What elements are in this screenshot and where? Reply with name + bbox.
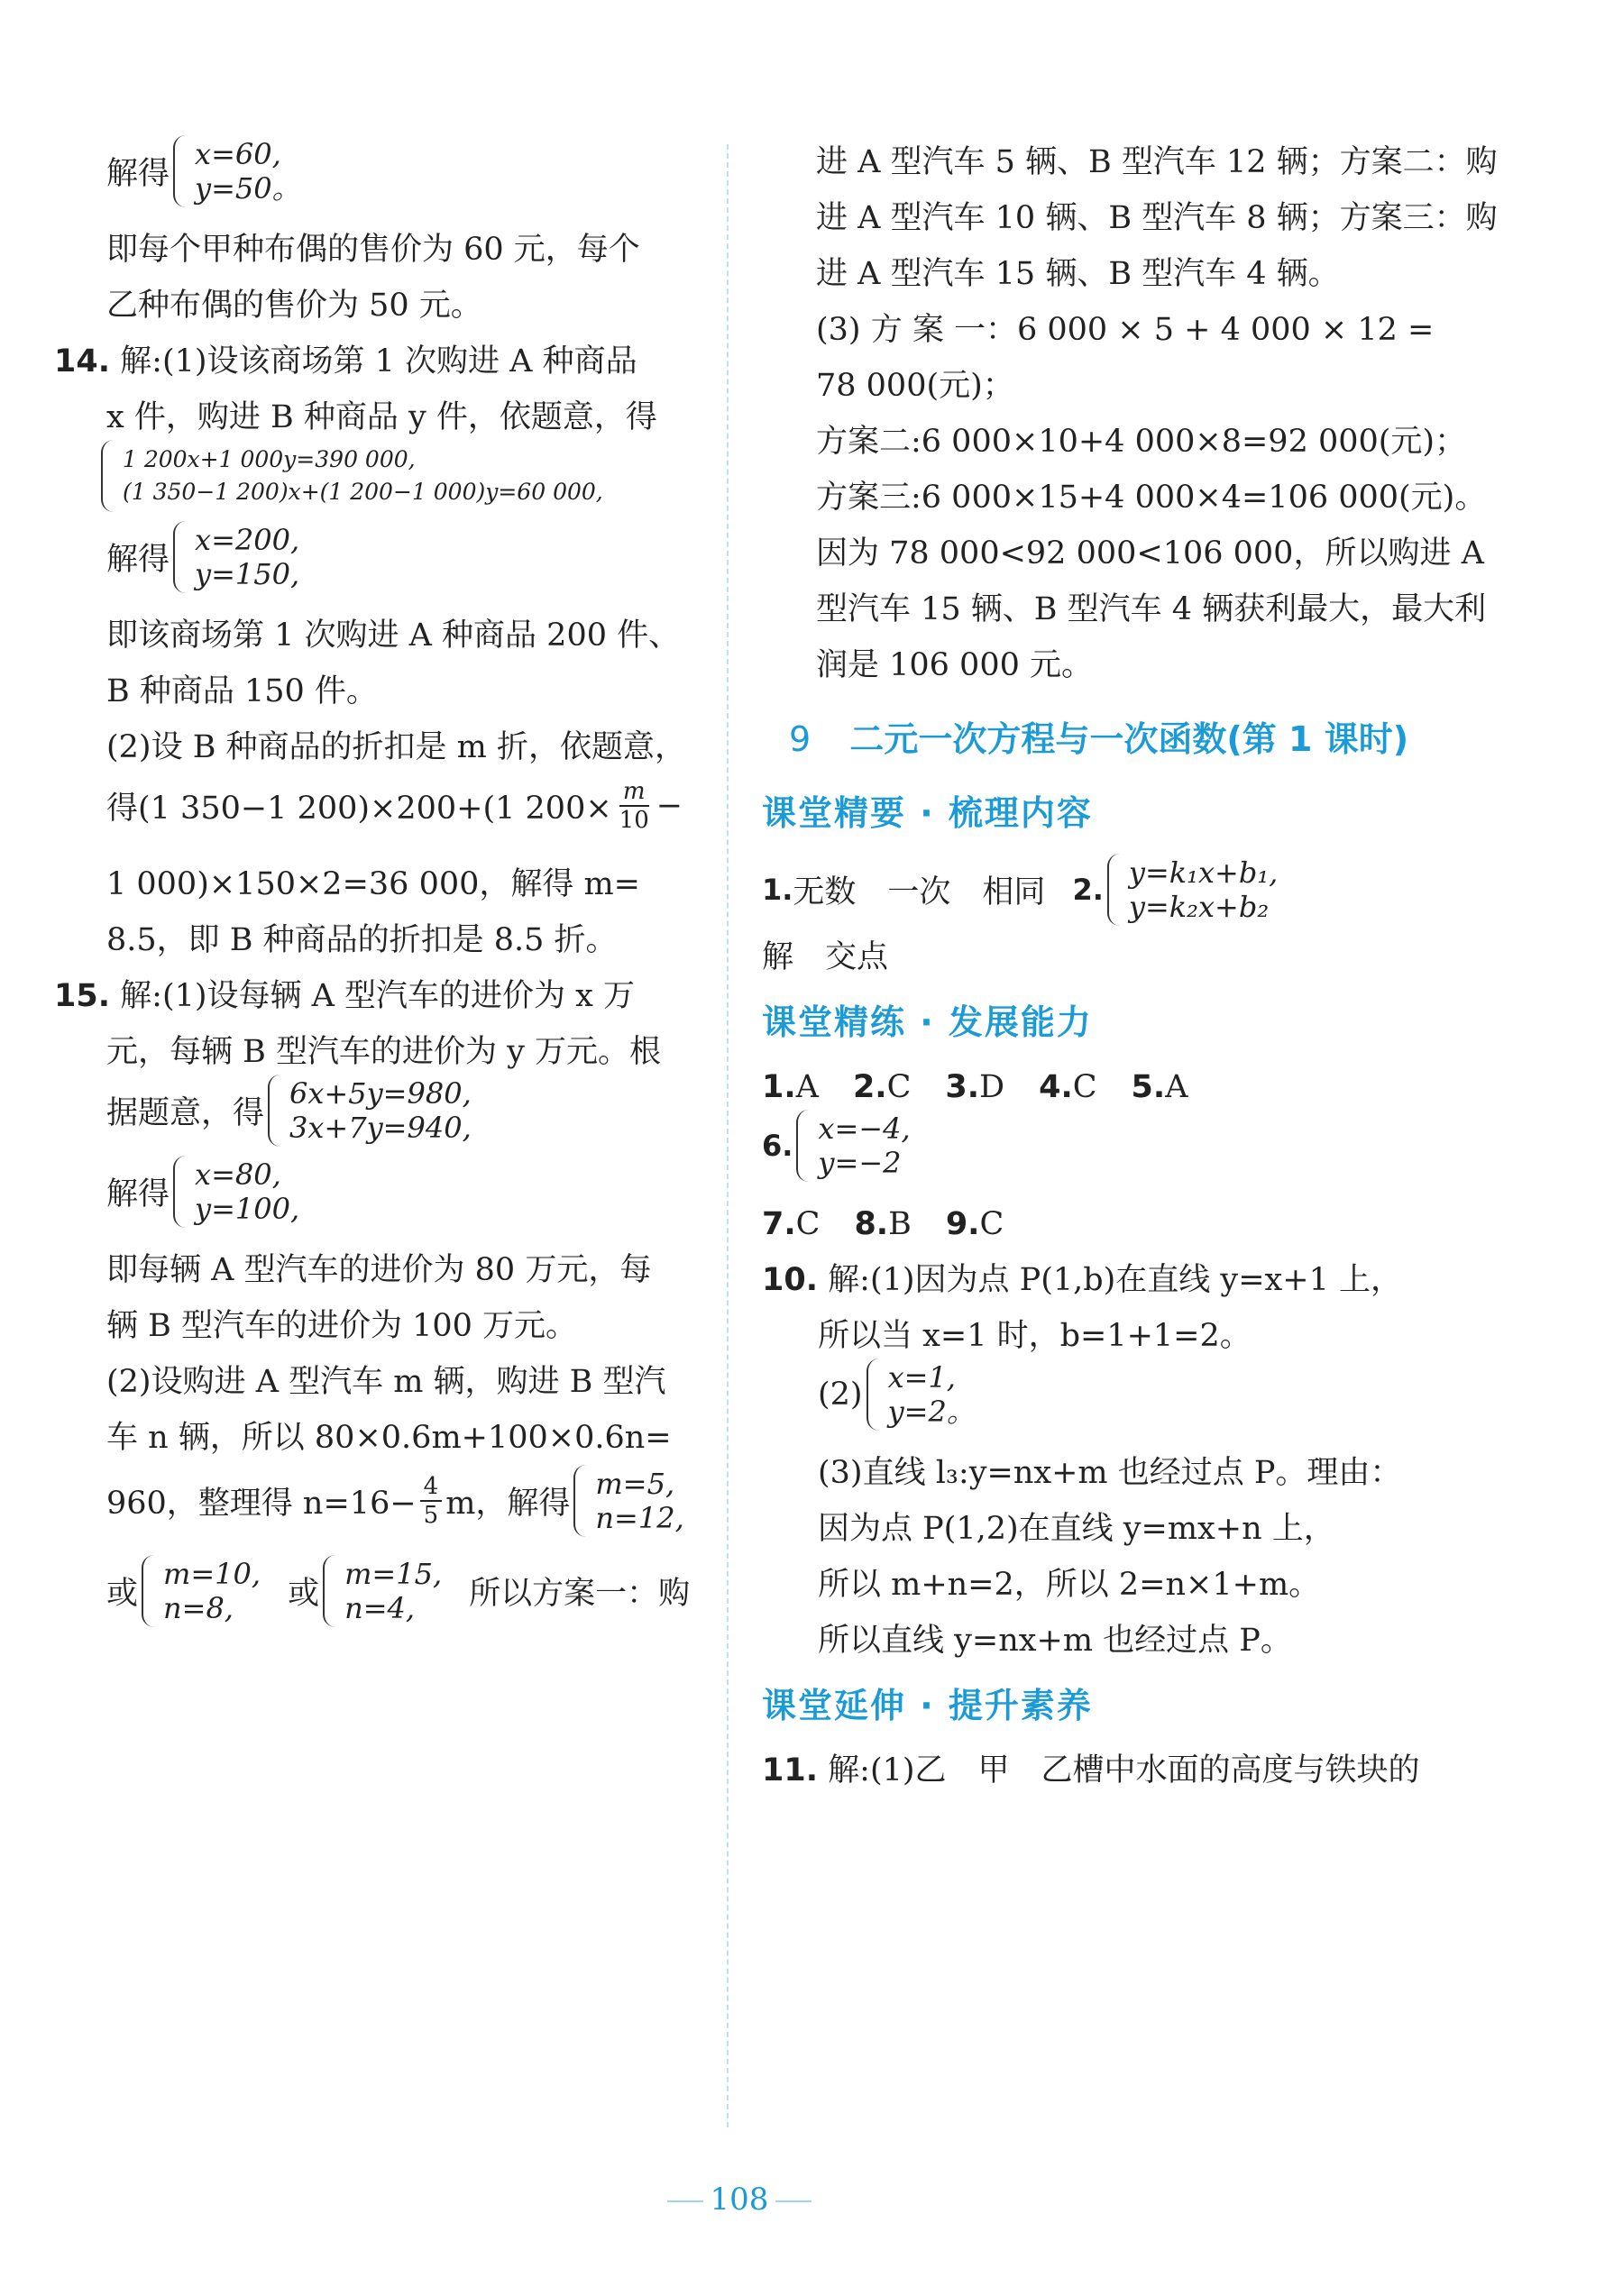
text-line: 解:(1)设该商场第 1 次购进 A 种商品 xyxy=(120,343,637,380)
answer-choice: A xyxy=(795,1069,819,1105)
answers-1-5 xyxy=(762,1069,1501,1105)
numerator: m xyxy=(619,778,649,807)
text-line: 辆 B 型汽车的进价为 100 万元。 xyxy=(106,1308,578,1344)
answer-choice: A xyxy=(1165,1069,1188,1105)
page-number xyxy=(0,2182,1479,2218)
page-number-text: 108 xyxy=(710,2182,769,2218)
lesson-title-text: 二元一次方程与一次函数(第 1 课时) xyxy=(849,719,1409,759)
text-line: 型汽车 15 辆、B 型汽车 4 辆获利最大，最大利 xyxy=(816,591,1487,627)
numerator: 4 xyxy=(420,1473,443,1502)
text-segment: (2) xyxy=(818,1377,863,1413)
text-line: 所以直线 y=nx+m 也经过点 P。 xyxy=(818,1623,1292,1659)
question-15-head xyxy=(54,978,720,1014)
text-line: 8.5，即 B 种商品的折扣是 8.5 折。 xyxy=(106,922,618,958)
text-line: 因为点 P(1,2)在直线 y=mx+n 上， xyxy=(818,1511,1335,1547)
eq-line: y=k₁x+b₁, xyxy=(1128,855,1279,890)
question-number: 4. xyxy=(1039,1069,1073,1105)
text-line: 解:(1)因为点 P(1,b)在直线 y=x+1 上， xyxy=(828,1262,1402,1298)
text-line: 解:(1)乙 甲 乙槽中水面的高度与铁块的 xyxy=(828,1752,1420,1788)
brace xyxy=(173,521,191,593)
answer-choice: B xyxy=(888,1206,912,1242)
brace xyxy=(142,1555,160,1627)
eq-line: 3x+7y=940, xyxy=(289,1111,472,1145)
lesson-number: 9 xyxy=(789,719,812,759)
text-line: B 种商品 150 件。 xyxy=(106,673,378,709)
eq-line: n=8, xyxy=(163,1591,234,1625)
eq-line: x=−4, xyxy=(818,1111,911,1146)
question-number: 5. xyxy=(1131,1069,1166,1105)
label-jiede: 解得 xyxy=(106,542,170,578)
brace xyxy=(867,1358,885,1431)
text-line: (2)设购进 A 型汽车 m 辆，购进 B 型汽 xyxy=(106,1364,666,1400)
eq-line: y=50。 xyxy=(195,171,301,206)
answer-choice: D xyxy=(979,1069,1005,1105)
text-segment: m，解得 xyxy=(445,1486,571,1522)
fraction xyxy=(420,1473,443,1529)
label-jiede: 解得 xyxy=(106,156,170,192)
answer-1-2 xyxy=(762,840,1501,939)
brace xyxy=(1107,854,1125,926)
solution-alternatives xyxy=(106,1546,720,1636)
brace xyxy=(268,1075,286,1147)
text-segment: 据题意，得 xyxy=(106,1095,265,1131)
page-number-rule xyxy=(667,2200,703,2202)
text-line: 即每个甲种布偶的售价为 60 元，每个 xyxy=(106,232,640,268)
lesson-title xyxy=(762,712,1501,766)
system-solution-14 xyxy=(106,517,720,598)
label-jiede: 解得 xyxy=(106,1176,170,1212)
brace xyxy=(323,1555,341,1627)
text-line: 润是 106 000 元。 xyxy=(816,647,1093,683)
section-title-3: 课堂延伸 · 提升素养 xyxy=(762,1686,1093,1725)
question-number: 2. xyxy=(852,1069,887,1105)
eq-line: m=5, xyxy=(595,1467,675,1501)
question-number: 3. xyxy=(945,1069,980,1105)
text-segment: 或 xyxy=(106,1576,139,1612)
answer-6 xyxy=(762,1105,1501,1186)
eq-line: 1 200x+1 000y=390 000, xyxy=(123,446,416,472)
question-number: 14. xyxy=(54,343,111,380)
text-line: 进 A 型汽车 15 辆、B 型汽车 4 辆。 xyxy=(816,256,1340,292)
text-line: 所以 m+n=2，所以 2=n×1+m。 xyxy=(818,1567,1321,1603)
answer-choice: C xyxy=(1072,1069,1097,1105)
eq-line: m=15, xyxy=(344,1557,443,1591)
left-column xyxy=(54,131,720,1636)
eq-line: x=200, xyxy=(195,523,300,557)
text-line: (2)设 B 种商品的折扣是 m 折，依题意， xyxy=(106,729,686,765)
eq-line: y=2。 xyxy=(887,1395,976,1429)
eq-line: x=1, xyxy=(887,1360,956,1395)
text-segment: 960，整理得 n=16− xyxy=(106,1486,417,1522)
question-number: 1. xyxy=(762,1069,796,1105)
text-line-fraction xyxy=(106,1456,720,1546)
text-line: 车 n 辆，所以 80×0.6m+100×0.6n= xyxy=(106,1420,672,1456)
question-number: 11. xyxy=(762,1752,819,1788)
text-line: 所以当 x=1 时，b=1+1=2。 xyxy=(818,1318,1252,1354)
text-line: 1 000)×150×2=36 000，解得 m= xyxy=(106,866,641,902)
eq-line: n=12, xyxy=(595,1501,684,1535)
text-line: 方案二:6 000×10+4 000×8=92 000(元)； xyxy=(816,424,1467,460)
right-column xyxy=(762,144,1501,1788)
column-divider xyxy=(727,144,729,2127)
question-number: 15. xyxy=(54,978,111,1014)
denominator: 5 xyxy=(423,1502,439,1529)
text-segment: 所以方案一：购 xyxy=(469,1576,691,1612)
eq-line: x=80, xyxy=(195,1157,281,1192)
eq-line: y=−2 xyxy=(818,1146,902,1180)
answer-choice: C xyxy=(795,1206,821,1242)
brace xyxy=(173,135,191,207)
eq-line: m=10, xyxy=(163,1557,261,1591)
eq-line: n=4, xyxy=(344,1591,416,1625)
text-line: 解:(1)设每辆 A 型汽车的进价为 x 万 xyxy=(120,978,636,1014)
equation-system-14 xyxy=(97,435,720,517)
text-segment: − xyxy=(656,788,683,824)
text-line: 即该商场第 1 次购进 A 种商品 200 件、 xyxy=(106,617,681,654)
question-number: 8. xyxy=(854,1206,889,1242)
question-10-head xyxy=(762,1262,1501,1298)
system-solution-15 xyxy=(106,1151,720,1232)
section-title-2: 课堂精练 · 发展能力 xyxy=(762,1002,1093,1042)
section-title-1: 课堂精要 · 梳理内容 xyxy=(762,793,1093,833)
question-number: 10. xyxy=(762,1262,819,1298)
question-number: 7. xyxy=(762,1206,796,1242)
text-line: (3)直线 l₃:y=nx+m 也经过点 P。理由： xyxy=(818,1455,1402,1491)
eq-line: y=100, xyxy=(195,1192,300,1226)
answer-text: 无数 一次 相同 xyxy=(793,874,1046,910)
eq-line: x=60, xyxy=(195,137,281,171)
eq-line: 6x+5y=980, xyxy=(289,1076,472,1111)
text-line: 方案三:6 000×15+4 000×4=106 000(元)。 xyxy=(816,480,1487,516)
text-segment: 或 xyxy=(288,1576,320,1612)
text-line: 元，每辆 B 型汽车的进价为 y 万元。根 xyxy=(106,1034,661,1070)
denominator: 10 xyxy=(619,807,649,834)
text-line: x 件，购进 B 种商品 y 件，依题意，得 xyxy=(106,399,657,435)
question-14-head xyxy=(54,343,720,380)
question-number: 9. xyxy=(945,1206,980,1242)
text-line: 解 交点 xyxy=(762,939,889,975)
text-line-fraction xyxy=(106,765,720,846)
question-number: 6. xyxy=(762,1129,793,1163)
answer-choice: C xyxy=(979,1206,1004,1242)
brace xyxy=(173,1156,191,1228)
text-line: 78 000(元)； xyxy=(816,368,1014,404)
text-line: 进 A 型汽车 10 辆、B 型汽车 8 辆；方案三：购 xyxy=(816,200,1498,236)
fraction xyxy=(616,778,653,834)
text-line: 即每辆 A 型汽车的进价为 80 万元，每 xyxy=(106,1252,652,1288)
brace xyxy=(573,1465,591,1537)
question-11-head xyxy=(762,1752,1501,1788)
text-line: (3) 方 案 一：6 000 × 5 + 4 000 × 12 = xyxy=(816,312,1435,348)
eq-line: y=150, xyxy=(195,557,300,591)
answer-choice: C xyxy=(886,1069,912,1105)
brace xyxy=(101,440,119,512)
brace xyxy=(796,1110,814,1182)
text-segment: 得(1 350−1 200)×200+(1 200× xyxy=(106,791,612,827)
system-solution-13 xyxy=(106,131,720,212)
page-number-rule xyxy=(775,2200,812,2202)
eq-line: (1 350−1 200)x+(1 200−1 000)y=60 000, xyxy=(123,479,603,505)
equation-system-15 xyxy=(106,1070,720,1151)
text-line: 进 A 型汽车 5 辆、B 型汽车 12 辆；方案二：购 xyxy=(816,144,1498,180)
question-number: 1. xyxy=(762,873,793,907)
text-line: 因为 78 000<92 000<106 000，所以购进 A xyxy=(816,535,1484,572)
answer-10-2 xyxy=(762,1354,1501,1435)
eq-line: y=k₂x+b₂ xyxy=(1128,890,1270,924)
text-line: 乙种布偶的售价为 50 元。 xyxy=(106,288,482,324)
answers-7-9 xyxy=(762,1206,1501,1242)
question-number: 2. xyxy=(1072,873,1104,907)
